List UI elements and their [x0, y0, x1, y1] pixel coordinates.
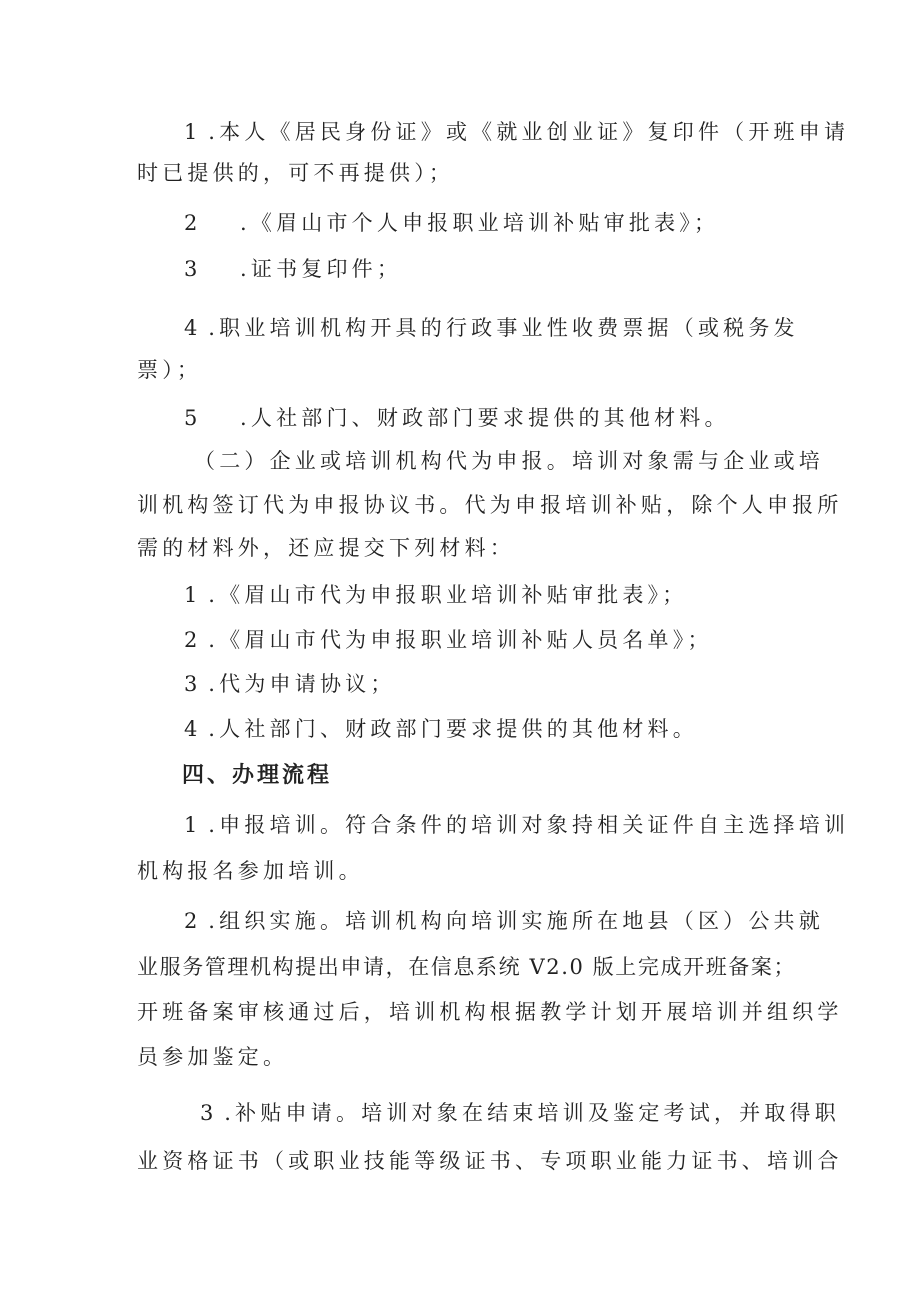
personal-item-5-number: 5 [184, 406, 198, 430]
personal-item-4-line-1 [184, 313, 799, 343]
process-step-1-number: 1 [184, 813, 198, 837]
personal-item-3 [184, 254, 402, 284]
personal-item-2 [184, 208, 719, 238]
personal-item-1-line-2: 时已提供的，可不再提供）； [137, 161, 455, 185]
personal-item-2-text: .《眉山市个人申报职业培训补贴审批表》； [240, 211, 720, 235]
agency-item-4-number: 4 [184, 717, 198, 741]
section-two-line-1: （二）企业或培训机构代为申报。培训对象需与企业或培 [194, 449, 824, 473]
section-two-line-2: 训机构签订代为申报协议书。代为申报培训补贴，除个人申报所 [137, 493, 843, 517]
process-step-2-number: 2 [184, 909, 198, 933]
agency-item-3-text: .代为申请协议； [208, 672, 396, 696]
process-step-2-text: .组织实施。培训机构向培训实施所在地县（区）公共就 [208, 909, 824, 933]
agency-item-4 [184, 714, 698, 744]
personal-item-1-line-1 [184, 117, 849, 147]
personal-item-1-text: .本人《居民身份证》或《就业创业证》复印件（开班申请 [208, 120, 850, 144]
personal-item-5 [184, 403, 730, 433]
process-step-1-line-1 [184, 810, 849, 840]
agency-item-2-text: .《眉山市代为申报职业培训补贴人员名单》； [208, 628, 713, 652]
personal-item-5-text: .人社部门、财政部门要求提供的其他材料。 [240, 406, 730, 430]
process-step-2-line-3: 开班备案审核通过后，培训机构根据教学计划开展培训并组织学 [137, 1000, 843, 1024]
agency-item-3 [184, 669, 396, 699]
agency-item-1-number: 1 [184, 583, 198, 607]
process-step-2-line-2: 业服务管理机构提出申请，在信息系统 V2.0 版上完成开班备案； [137, 955, 797, 979]
process-step-3-number: 3 [200, 1101, 214, 1125]
personal-item-3-number: 3 [184, 257, 198, 281]
agency-item-1 [184, 580, 687, 610]
personal-item-4-number: 4 [184, 316, 198, 340]
agency-item-4-text: .人社部门、财政部门要求提供的其他材料。 [208, 717, 698, 741]
process-step-2-line-4: 员参加鉴定。 [137, 1045, 289, 1069]
process-step-3-line-2: 业资格证书（或职业技能等级证书、专项职业能力证书、培训合 [137, 1149, 843, 1173]
agency-item-2-number: 2 [184, 628, 198, 652]
personal-item-3-text: .证书复印件； [240, 257, 403, 281]
personal-item-4-text: .职业培训机构开具的行政事业性收费票据（或税务发 [208, 316, 799, 340]
personal-item-1-number: 1 [184, 120, 198, 144]
personal-item-2-number: 2 [184, 211, 198, 235]
process-step-1-line-2: 机构报名参加培训。 [137, 859, 364, 883]
process-step-1-text: .申报培训。符合条件的培训对象持相关证件自主选择培训 [208, 813, 850, 837]
section-two-line-3: 需的材料外，还应提交下列材料： [137, 536, 515, 560]
agency-item-2 [184, 625, 713, 655]
process-step-3-line-1 [200, 1098, 840, 1128]
process-step-2-line-1 [184, 906, 824, 936]
section-heading-process: 四、办理流程 [182, 763, 333, 788]
agency-item-1-text: .《眉山市代为申报职业培训补贴审批表》； [208, 583, 688, 607]
agency-item-3-number: 3 [184, 672, 198, 696]
personal-item-4-line-2: 票）； [137, 358, 203, 382]
process-step-3-text: .补贴申请。培训对象在结束培训及鉴定考试，并取得职 [224, 1101, 840, 1125]
